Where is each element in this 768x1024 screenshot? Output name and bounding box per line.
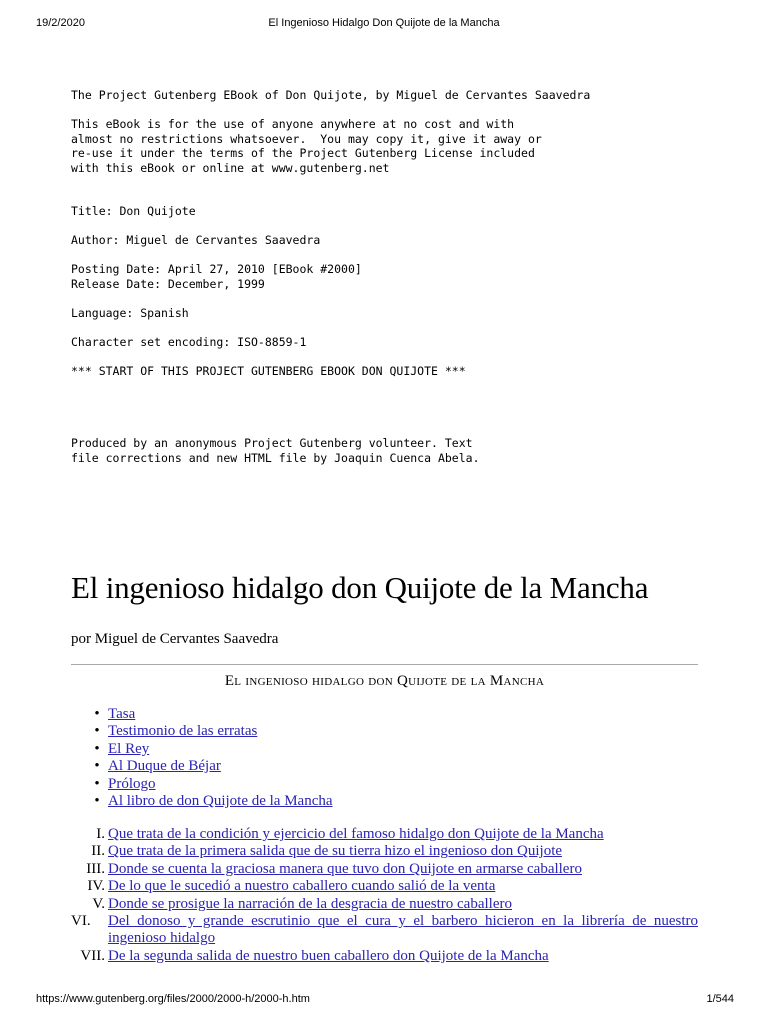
front-matter-link[interactable]: El Rey (108, 740, 150, 757)
chapter-number: IV. (87, 878, 105, 895)
front-matter-link[interactable]: Al Duque de Béjar (108, 758, 221, 775)
book-byline: por Miguel de Cervantes Saavedra (71, 631, 279, 647)
chapter-item (71, 861, 698, 878)
list-item (71, 793, 333, 810)
license-credits: Produced by an anonymous Project Gutenberg volunteer. Text file corrections and new HTML file by Joaquin Cuenca Abela. (71, 436, 480, 465)
bullet-icon: • (94, 775, 100, 792)
bullet-icon: • (94, 758, 100, 775)
chapter-number: VII. (80, 947, 105, 964)
chapter-number: III. (86, 860, 105, 877)
bullet-icon: • (94, 706, 100, 722)
chapter-link[interactable]: Donde se prosigue la narración de la desgracia de nuestro caballero (108, 895, 512, 912)
chapter-number: II. (91, 843, 105, 860)
chapter-item (71, 826, 698, 843)
print-footer-page-number: 1/544 (706, 993, 734, 1005)
license-encoding: Character set encoding: ISO-8859-1 (71, 335, 307, 349)
list-item (71, 741, 333, 758)
chapter-item (71, 843, 698, 860)
license-author: Author: Miguel de Cervantes Saavedra (71, 233, 321, 247)
chapter-item (71, 878, 698, 895)
bullet-icon: • (94, 723, 100, 740)
license-language: Language: Spanish (71, 306, 189, 320)
front-matter-link[interactable]: Tasa (108, 706, 136, 722)
book-title: El ingenioso hidalgo don Quijote de la Mancha (71, 570, 649, 605)
front-matter-link[interactable]: Al libro de don Quijote de la Mancha (108, 792, 333, 809)
license-title: Title: Don Quijote (71, 204, 196, 218)
license-start-marker: *** START OF THIS PROJECT GUTENBERG EBOOK DON QUIJOTE *** (71, 364, 466, 378)
chapter-list (71, 826, 698, 965)
chapter-item (71, 896, 698, 913)
contents-title: El ingenioso hidalgo don Quijote de la Mancha (224, 673, 545, 689)
chapter-item (71, 948, 698, 965)
print-header-date: 19/2/2020 (36, 17, 85, 29)
chapter-link[interactable]: Que trata de la condición y ejercicio del famoso hidalgo don Quijote de la Mancha (108, 826, 604, 842)
chapter-item (71, 913, 698, 948)
print-header-title: El Ingenioso Hidalgo Don Quijote de la Mancha (268, 17, 500, 29)
front-matter-list (71, 706, 333, 810)
bullet-icon: • (94, 740, 100, 757)
chapter-link[interactable]: Del donoso y grande escrutinio que el cura y el barbero hicieron en la librería de nuestro ingenioso hidalgo (108, 913, 698, 947)
license-notice: This eBook is for the use of anyone anywhere at no cost and with almost no restrictions whatsoever. You may copy it, give it away or re-use it under the terms of the Project Gutenberg License included with this eBook or online at www.gutenberg.net (71, 117, 542, 176)
horizontal-divider (71, 664, 698, 665)
chapter-link[interactable]: Donde se cuenta la graciosa manera que tuvo don Quijote en armarse caballero (108, 860, 582, 877)
front-matter-link[interactable]: Prólogo (108, 775, 156, 792)
license-heading: The Project Gutenberg EBook of Don Quijote, by Miguel de Cervantes Saavedra (71, 88, 591, 102)
list-item (71, 723, 333, 740)
chapter-link[interactable]: Que trata de la primera salida que de su tierra hizo el ingenioso don Quijote (108, 843, 563, 860)
chapter-number: VI. (71, 913, 91, 930)
list-item (71, 706, 333, 723)
chapter-number: V. (92, 895, 105, 912)
license-dates: Posting Date: April 27, 2010 [EBook #2000] Release Date: December, 1999 (71, 262, 362, 291)
chapter-number: I. (96, 826, 105, 842)
list-item (71, 776, 333, 793)
chapter-link[interactable]: De la segunda salida de nuestro buen caballero don Quijote de la Mancha (108, 947, 549, 964)
list-item (71, 758, 333, 775)
print-footer-url: https://www.gutenberg.org/files/2000/2000-h/2000-h.htm (36, 993, 310, 1005)
chapter-link[interactable]: De lo que le sucedió a nuestro caballero cuando salió de la venta (108, 878, 496, 895)
bullet-icon: • (94, 792, 100, 809)
front-matter-link[interactable]: Testimonio de las erratas (108, 723, 258, 740)
